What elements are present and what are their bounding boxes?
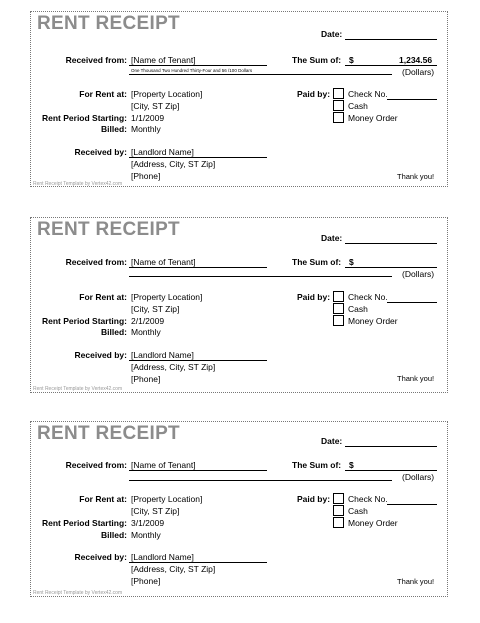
billed-label: Billed: bbox=[101, 530, 127, 540]
amount-line bbox=[345, 470, 437, 471]
tenant-name: [Name of Tenant] bbox=[131, 257, 196, 267]
check-no-label: Check No. bbox=[348, 292, 388, 302]
property-city: [City, ST Zip] bbox=[131, 506, 180, 516]
cash-checkbox[interactable] bbox=[333, 505, 344, 516]
amount-words-line bbox=[129, 74, 392, 75]
rent-receipt-2 bbox=[30, 217, 448, 393]
amount-line bbox=[345, 267, 437, 268]
received-by-label: Received by: bbox=[74, 350, 127, 360]
received-from-label: Received from: bbox=[65, 460, 127, 470]
landlord-line bbox=[129, 157, 267, 158]
paid-by-label: Paid by: bbox=[297, 89, 331, 99]
dollars-label: (Dollars) bbox=[402, 269, 435, 279]
thank-you-text: Thank you! bbox=[397, 374, 435, 383]
receipt-title: RENT RECEIPT bbox=[37, 219, 180, 240]
tenant-name: [Name of Tenant] bbox=[131, 460, 196, 470]
tenant-line bbox=[129, 65, 267, 66]
check-no-label: Check No. bbox=[348, 494, 388, 504]
tenant-line bbox=[129, 470, 267, 471]
money-order-label: Money Order bbox=[348, 113, 398, 123]
rent-period-value: 3/1/2009 bbox=[131, 518, 165, 528]
received-by-label: Received by: bbox=[74, 552, 127, 562]
rent-period-label: Rent Period Starting: bbox=[41, 316, 127, 326]
billed-value: Monthly bbox=[131, 327, 161, 337]
paid-by-label: Paid by: bbox=[297, 494, 331, 504]
currency-symbol: $ bbox=[349, 55, 354, 65]
dollars-label: (Dollars) bbox=[402, 67, 435, 77]
sum-of-label: The Sum of: bbox=[292, 55, 342, 65]
landlord-name: [Landlord Name] bbox=[131, 147, 194, 157]
money-order-checkbox[interactable] bbox=[333, 315, 344, 326]
landlord-line bbox=[129, 562, 267, 563]
tenant-name: [Name of Tenant] bbox=[131, 55, 196, 65]
landlord-phone: [Phone] bbox=[131, 576, 161, 586]
cash-label: Cash bbox=[348, 101, 368, 111]
money-order-label: Money Order bbox=[348, 518, 398, 528]
landlord-address: [Address, City, ST Zip] bbox=[131, 362, 216, 372]
property-location: [Property Location] bbox=[131, 89, 203, 99]
rent-receipt-1 bbox=[30, 11, 448, 187]
date-line bbox=[345, 446, 437, 447]
billed-value: Monthly bbox=[131, 530, 161, 540]
billed-value: Monthly bbox=[131, 124, 161, 134]
for-rent-at-label: For Rent at: bbox=[79, 89, 127, 99]
check-checkbox[interactable] bbox=[333, 493, 344, 504]
check-no-line bbox=[387, 99, 437, 100]
rent-period-value: 1/1/2009 bbox=[131, 113, 165, 123]
cash-label: Cash bbox=[348, 304, 368, 314]
paid-by-label: Paid by: bbox=[297, 292, 331, 302]
amount-line bbox=[345, 65, 437, 66]
billed-label: Billed: bbox=[101, 327, 127, 337]
property-location: [Property Location] bbox=[131, 494, 203, 504]
landlord-address: [Address, City, ST Zip] bbox=[131, 564, 216, 574]
for-rent-at-label: For Rent at: bbox=[79, 292, 127, 302]
cash-label: Cash bbox=[348, 506, 368, 516]
for-rent-at-label: For Rent at: bbox=[79, 494, 127, 504]
tenant-line bbox=[129, 267, 267, 268]
receipt-title: RENT RECEIPT bbox=[37, 13, 180, 34]
rent-period-label: Rent Period Starting: bbox=[41, 518, 127, 528]
sum-of-label: The Sum of: bbox=[292, 257, 342, 267]
check-checkbox[interactable] bbox=[333, 291, 344, 302]
landlord-phone: [Phone] bbox=[131, 171, 161, 181]
amount-words-line bbox=[129, 276, 392, 277]
landlord-phone: [Phone] bbox=[131, 374, 161, 384]
rent-period-value: 2/1/2009 bbox=[131, 316, 165, 326]
date-line bbox=[345, 243, 437, 244]
landlord-name: [Landlord Name] bbox=[131, 350, 194, 360]
property-location: [Property Location] bbox=[131, 292, 203, 302]
rent-receipt-3 bbox=[30, 421, 448, 597]
check-no-line bbox=[387, 302, 437, 303]
check-no-label: Check No. bbox=[348, 89, 388, 99]
template-credit: Rent Receipt Template by Vertex42.com bbox=[33, 181, 123, 187]
amount-value: 1,234.56 bbox=[399, 55, 433, 65]
template-credit: Rent Receipt Template by Vertex42.com bbox=[33, 386, 123, 392]
money-order-checkbox[interactable] bbox=[333, 517, 344, 528]
received-by-label: Received by: bbox=[74, 147, 127, 157]
date-label: Date: bbox=[321, 233, 343, 243]
cash-checkbox[interactable] bbox=[333, 100, 344, 111]
dollars-label: (Dollars) bbox=[402, 472, 435, 482]
date-line bbox=[345, 39, 437, 40]
receipt-title: RENT RECEIPT bbox=[37, 423, 180, 444]
date-label: Date: bbox=[321, 29, 343, 39]
amount-words-line bbox=[129, 480, 392, 481]
money-order-checkbox[interactable] bbox=[333, 112, 344, 123]
property-city: [City, ST Zip] bbox=[131, 304, 180, 314]
date-label: Date: bbox=[321, 436, 343, 446]
check-checkbox[interactable] bbox=[333, 88, 344, 99]
property-city: [City, ST Zip] bbox=[131, 101, 180, 111]
currency-symbol: $ bbox=[349, 257, 354, 267]
landlord-address: [Address, City, ST Zip] bbox=[131, 159, 216, 169]
landlord-line bbox=[129, 360, 267, 361]
sum-of-label: The Sum of: bbox=[292, 460, 342, 470]
cash-checkbox[interactable] bbox=[333, 303, 344, 314]
received-from-label: Received from: bbox=[65, 257, 127, 267]
received-from-label: Received from: bbox=[65, 55, 127, 65]
thank-you-text: Thank you! bbox=[397, 172, 435, 181]
landlord-name: [Landlord Name] bbox=[131, 552, 194, 562]
rent-period-label: Rent Period Starting: bbox=[41, 113, 127, 123]
check-no-line bbox=[387, 504, 437, 505]
thank-you-text: Thank you! bbox=[397, 577, 435, 586]
money-order-label: Money Order bbox=[348, 316, 398, 326]
currency-symbol: $ bbox=[349, 460, 354, 470]
template-credit: Rent Receipt Template by Vertex42.com bbox=[33, 590, 123, 596]
amount-in-words: One Thousand Two Hundred Thirty-Four and 56 /100 Dollars bbox=[131, 68, 253, 73]
billed-label: Billed: bbox=[101, 124, 127, 134]
